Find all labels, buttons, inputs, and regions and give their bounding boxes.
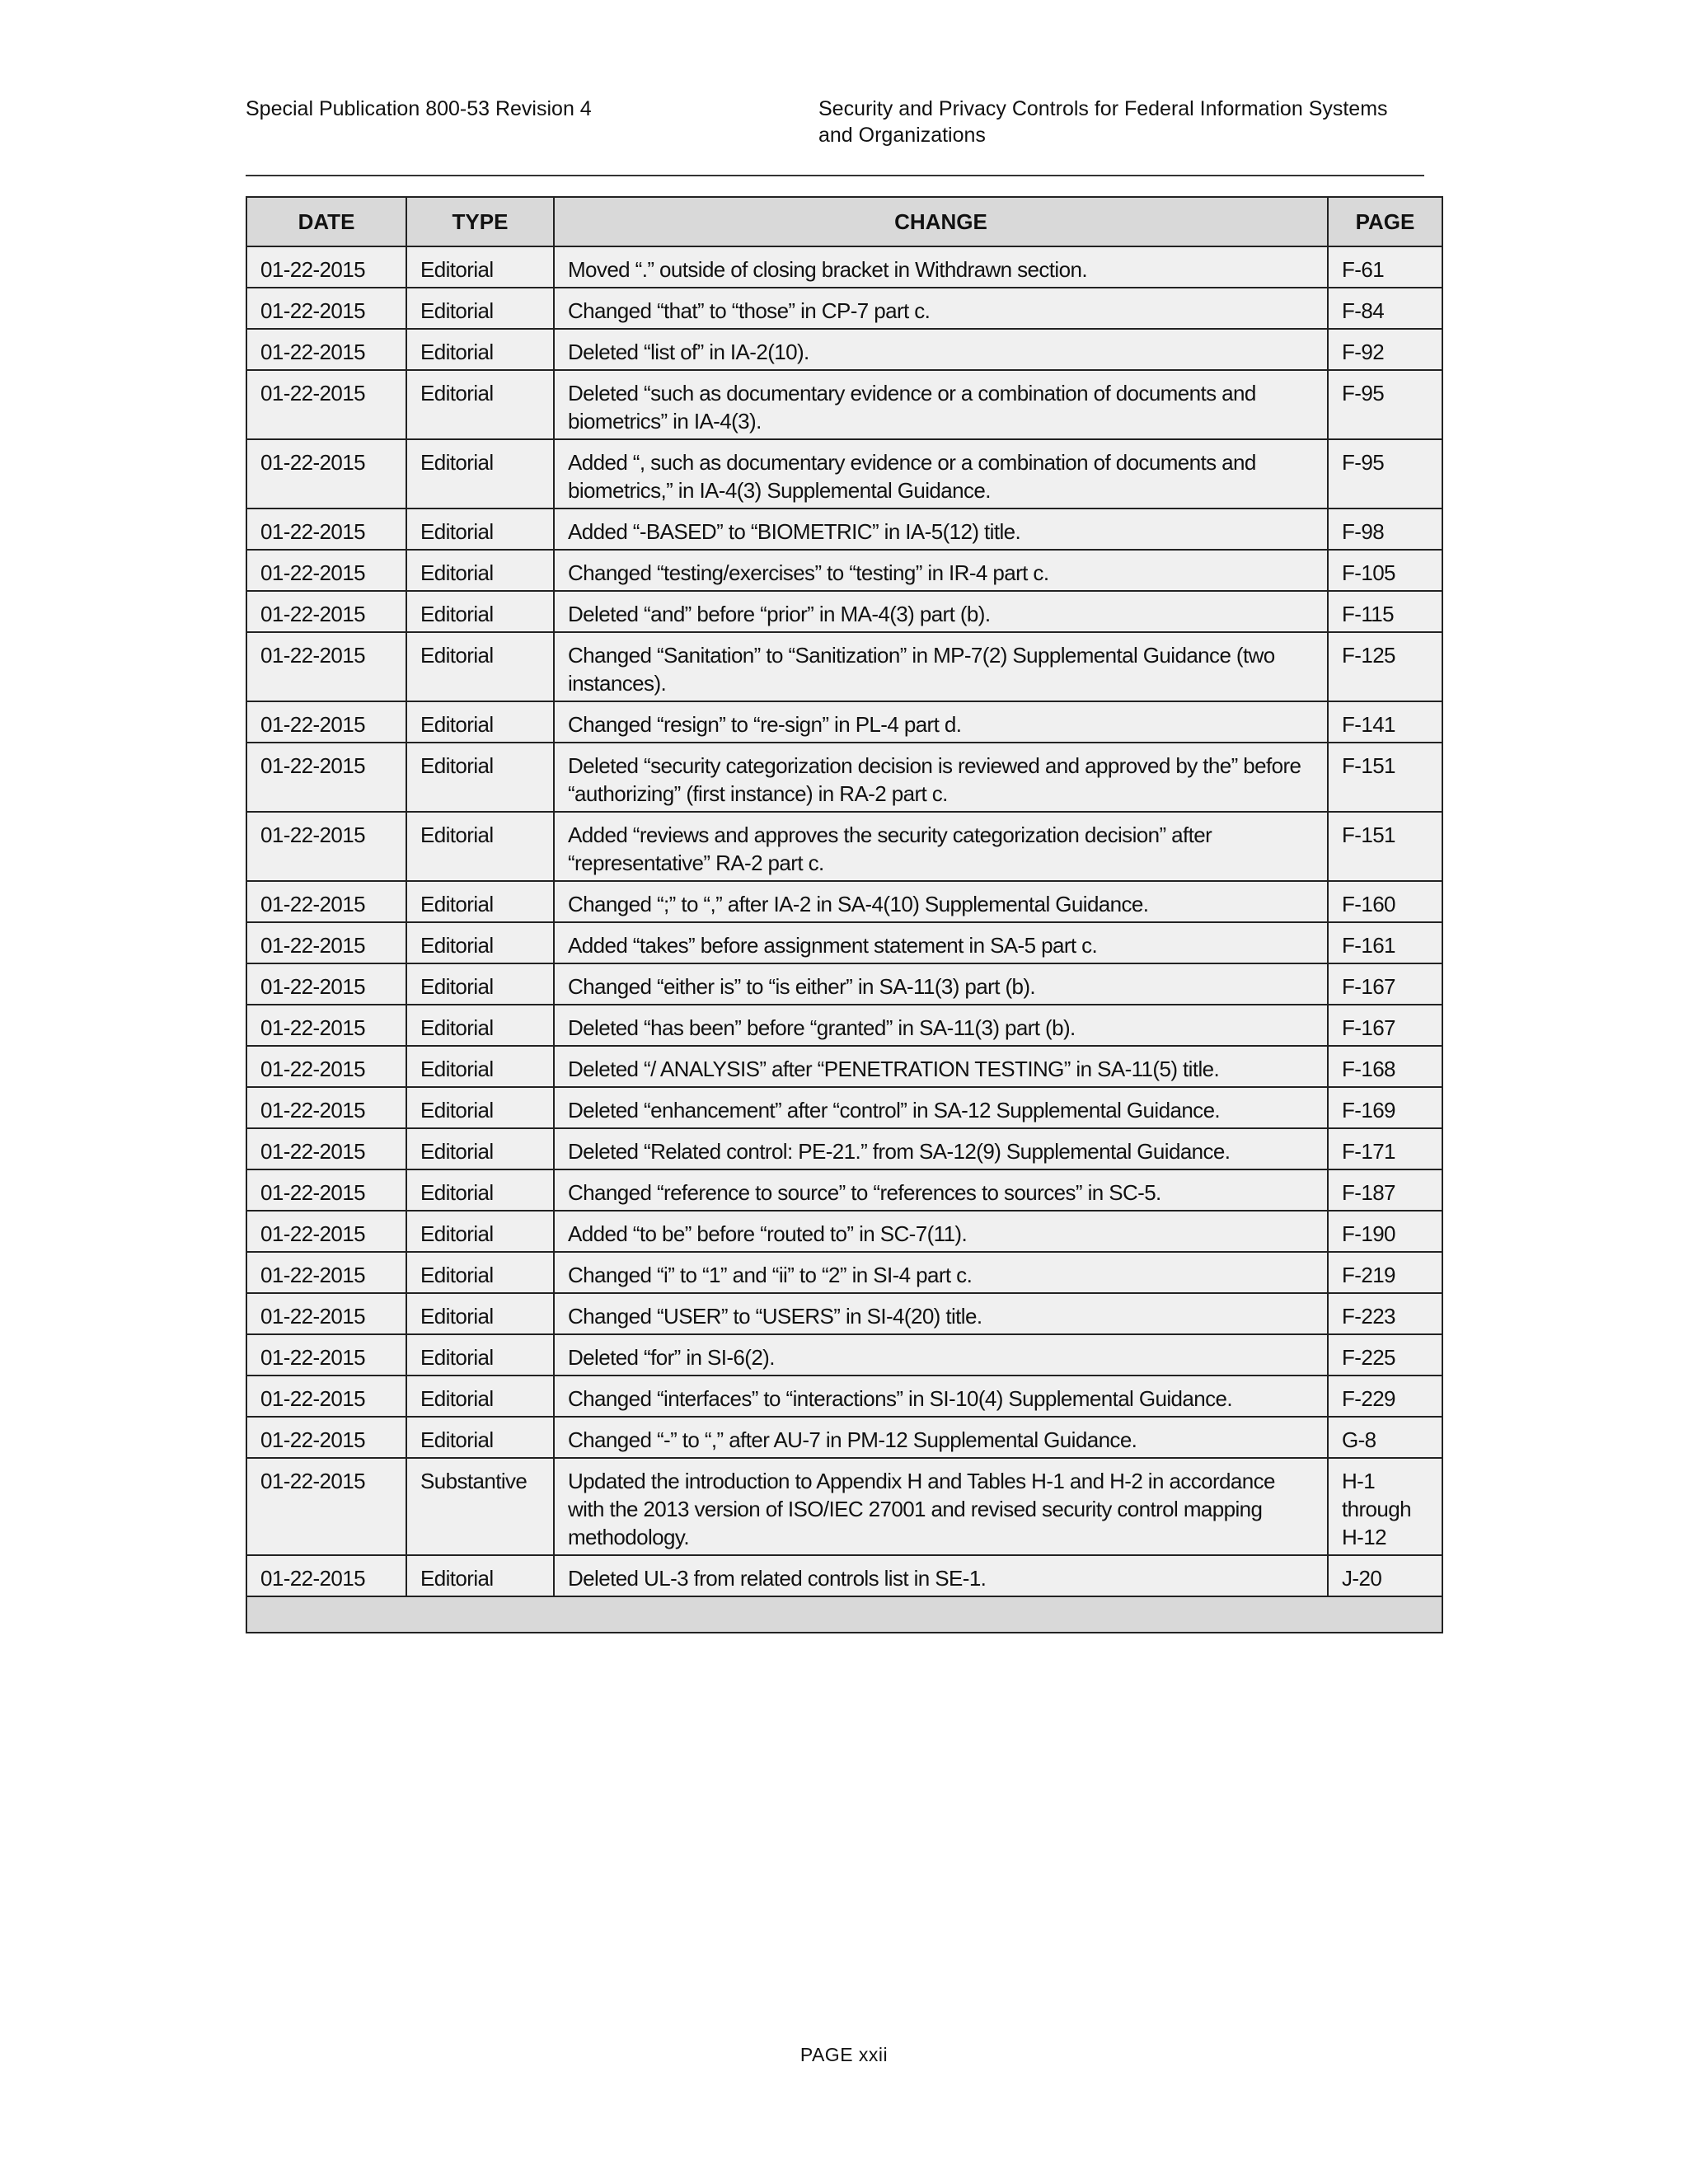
cell-page: F-167 [1328,963,1442,1005]
cell-page: F-95 [1328,370,1442,439]
table-row [246,881,1442,922]
document-title-line-2: and Organizations [818,124,986,147]
cell-page: F-61 [1328,246,1442,288]
cell-page: F-151 [1328,743,1442,812]
cell-type: Editorial [406,1211,554,1252]
cell-page: F-225 [1328,1334,1442,1376]
cell-page: F-141 [1328,701,1442,743]
cell-type: Editorial [406,288,554,329]
cell-change: Deleted “such as documentary evidence or a combination of documents and biometrics” in IA-4(3). [554,370,1328,439]
cell-page: F-95 [1328,439,1442,509]
table-row [246,1087,1442,1128]
cell-date: 01-22-2015 [246,701,406,743]
cell-type: Editorial [406,701,554,743]
cell-change: Added “-BASED” to “BIOMETRIC” in IA-5(12) title. [554,509,1328,550]
cell-page: F-92 [1328,329,1442,370]
revision-history-table [246,196,1443,1633]
cell-date: 01-22-2015 [246,922,406,963]
cell-change: Changed “that” to “those” in CP-7 part c. [554,288,1328,329]
table-row [246,1376,1442,1417]
cell-change: Deleted “security categorization decision is reviewed and approved by the” before “authorizing” (first instance) in RA-2 part c. [554,743,1328,812]
cell-page: F-160 [1328,881,1442,922]
cell-type: Editorial [406,329,554,370]
cell-date: 01-22-2015 [246,1005,406,1046]
cell-page: F-168 [1328,1046,1442,1087]
cell-type: Editorial [406,922,554,963]
cell-type: Editorial [406,1376,554,1417]
cell-date: 01-22-2015 [246,439,406,509]
cell-date: 01-22-2015 [246,1128,406,1169]
cell-page: F-229 [1328,1376,1442,1417]
table-row [246,439,1442,509]
table-row [246,1005,1442,1046]
table-row [246,812,1442,881]
cell-change: Added “to be” before “routed to” in SC-7(11). [554,1211,1328,1252]
cell-change: Changed “USER” to “USERS” in SI-4(20) title. [554,1293,1328,1334]
cell-type: Editorial [406,1005,554,1046]
cell-change: Changed “reference to source” to “references to sources” in SC-5. [554,1169,1328,1211]
cell-change: Deleted UL-3 from related controls list in SE-1. [554,1555,1328,1596]
document-title-line-1: Security and Privacy Controls for Federal Information Systems [818,97,1388,120]
cell-change: Changed “testing/exercises” to “testing” in IR-4 part c. [554,550,1328,591]
table-row [246,743,1442,812]
cell-change: Changed “resign” to “re-sign” in PL-4 part d. [554,701,1328,743]
cell-change: Changed “either is” to “is either” in SA-11(3) part (b). [554,963,1328,1005]
cell-type: Editorial [406,1555,554,1596]
cell-date: 01-22-2015 [246,1376,406,1417]
cell-change: Changed “Sanitation” to “Sanitization” in MP-7(2) Supplemental Guidance (two instances). [554,632,1328,701]
table-row [246,329,1442,370]
cell-type: Editorial [406,550,554,591]
cell-date: 01-22-2015 [246,1293,406,1334]
cell-page: G-8 [1328,1417,1442,1458]
cell-type: Editorial [406,1334,554,1376]
column-header-date: DATE [246,197,406,246]
cell-change: Deleted “list of” in IA-2(10). [554,329,1328,370]
cell-change: Deleted “has been” before “granted” in SA-11(3) part (b). [554,1005,1328,1046]
table-row [246,1128,1442,1169]
table-row [246,1417,1442,1458]
cell-type: Editorial [406,509,554,550]
cell-page: F-151 [1328,812,1442,881]
cell-change: Deleted “enhancement” after “control” in SA-12 Supplemental Guidance. [554,1087,1328,1128]
cell-page: F-125 [1328,632,1442,701]
cell-change: Updated the introduction to Appendix H and Tables H-1 and H-2 in accordance with the 2013 version of ISO/IEC 27001 and revised security control mapping methodology. [554,1458,1328,1555]
table-footer-row [246,1596,1442,1633]
table-row [246,963,1442,1005]
publication-title: Special Publication 800-53 Revision 4 [246,97,592,120]
column-header-page: PAGE [1328,197,1442,246]
cell-date: 01-22-2015 [246,743,406,812]
table-row [246,550,1442,591]
cell-date: 01-22-2015 [246,370,406,439]
cell-date: 01-22-2015 [246,1252,406,1293]
table-row [246,1211,1442,1252]
cell-type: Editorial [406,1417,554,1458]
cell-type: Editorial [406,1046,554,1087]
cell-page: F-190 [1328,1211,1442,1252]
cell-type: Editorial [406,370,554,439]
table-row [246,246,1442,288]
cell-page: F-187 [1328,1169,1442,1211]
cell-date: 01-22-2015 [246,288,406,329]
table-footer-cell [246,1596,1442,1633]
cell-change: Deleted “for” in SI-6(2). [554,1334,1328,1376]
cell-change: Added “takes” before assignment statement in SA-5 part c. [554,922,1328,963]
table-row [246,1169,1442,1211]
table-body [246,246,1442,1633]
table-row [246,922,1442,963]
page-header [246,96,1424,176]
table-row [246,591,1442,632]
cell-date: 01-22-2015 [246,1555,406,1596]
cell-change: Changed “interfaces” to “interactions” in SI-10(4) Supplemental Guidance. [554,1376,1328,1417]
cell-date: 01-22-2015 [246,812,406,881]
cell-type: Editorial [406,963,554,1005]
cell-type: Editorial [406,591,554,632]
cell-date: 01-22-2015 [246,1334,406,1376]
cell-type: Editorial [406,1293,554,1334]
cell-change: Changed “-” to “,” after AU-7 in PM-12 Supplemental Guidance. [554,1417,1328,1458]
table-row [246,509,1442,550]
document-title [818,96,1428,148]
cell-type: Editorial [406,1169,554,1211]
cell-page: F-98 [1328,509,1442,550]
page-number: PAGE xxii [799,2044,889,2065]
table-row [246,1252,1442,1293]
cell-date: 01-22-2015 [246,591,406,632]
cell-page: F-169 [1328,1087,1442,1128]
table-row [246,1293,1442,1334]
cell-date: 01-22-2015 [246,329,406,370]
table-row [246,370,1442,439]
cell-page: J-20 [1328,1555,1442,1596]
cell-change: Added “reviews and approves the security categorization decision” after “representative” RA-2 part c. [554,812,1328,881]
cell-change: Deleted “Related control: PE-21.” from SA-12(9) Supplemental Guidance. [554,1128,1328,1169]
cell-date: 01-22-2015 [246,881,406,922]
cell-date: 01-22-2015 [246,246,406,288]
cell-date: 01-22-2015 [246,1087,406,1128]
cell-change: Added “, such as documentary evidence or a combination of documents and biometrics,” in IA-4(3) Supplemental Guidance. [554,439,1328,509]
table-row [246,288,1442,329]
cell-type: Editorial [406,743,554,812]
cell-type: Editorial [406,1087,554,1128]
cell-date: 01-22-2015 [246,1169,406,1211]
cell-type: Editorial [406,881,554,922]
cell-date: 01-22-2015 [246,1046,406,1087]
cell-date: 01-22-2015 [246,1458,406,1555]
cell-date: 01-22-2015 [246,632,406,701]
cell-page: F-161 [1328,922,1442,963]
cell-type: Editorial [406,439,554,509]
table-row [246,1046,1442,1087]
cell-page: F-171 [1328,1128,1442,1169]
cell-date: 01-22-2015 [246,550,406,591]
cell-type: Editorial [406,812,554,881]
cell-date: 01-22-2015 [246,1211,406,1252]
cell-type: Editorial [406,1252,554,1293]
cell-change: Deleted “and” before “prior” in MA-4(3) part (b). [554,591,1328,632]
cell-page: F-105 [1328,550,1442,591]
table-row [246,701,1442,743]
cell-change: Moved “.” outside of closing bracket in Withdrawn section. [554,246,1328,288]
cell-type: Editorial [406,632,554,701]
cell-page: H-1 through H-12 [1328,1458,1442,1555]
table-row [246,1555,1442,1596]
column-header-change: CHANGE [554,197,1328,246]
cell-change: Changed “;” to “,” after IA-2 in SA-4(10) Supplemental Guidance. [554,881,1328,922]
cell-page: F-84 [1328,288,1442,329]
table-row [246,1334,1442,1376]
cell-change: Deleted “/ ANALYSIS” after “PENETRATION TESTING” in SA-11(5) title. [554,1046,1328,1087]
table-header-row [246,197,1442,246]
column-header-type: TYPE [406,197,554,246]
cell-date: 01-22-2015 [246,1417,406,1458]
table-row [246,1458,1442,1555]
cell-page: F-219 [1328,1252,1442,1293]
table-row [246,632,1442,701]
cell-change: Changed “i” to “1” and “ii” to “2” in SI-4 part c. [554,1252,1328,1293]
cell-page: F-223 [1328,1293,1442,1334]
cell-date: 01-22-2015 [246,509,406,550]
cell-page: F-167 [1328,1005,1442,1046]
cell-date: 01-22-2015 [246,963,406,1005]
cell-type: Editorial [406,1128,554,1169]
cell-type: Substantive [406,1458,554,1555]
cell-page: F-115 [1328,591,1442,632]
cell-type: Editorial [406,246,554,288]
